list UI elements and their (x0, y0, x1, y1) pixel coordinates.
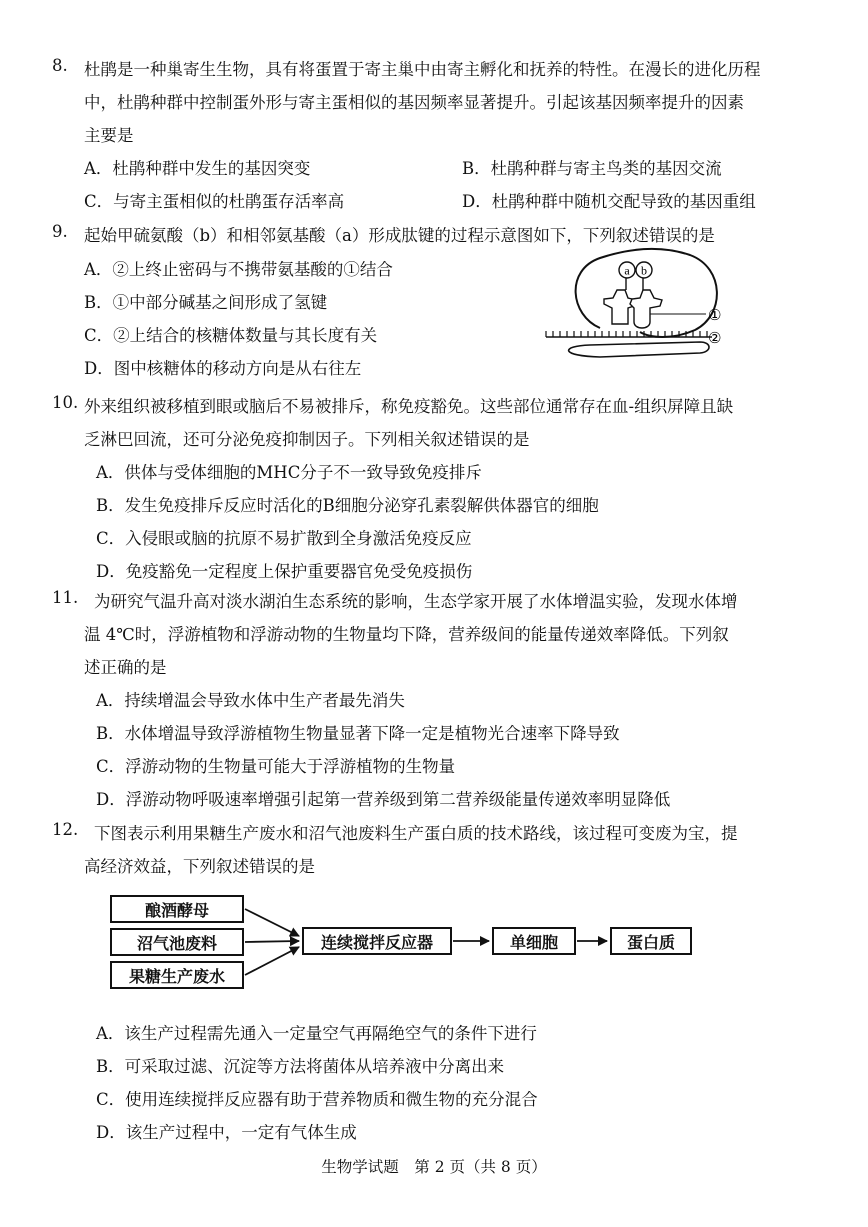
question-10-number: 10. (52, 393, 79, 412)
question-9-stem-line-1: 起始甲硫氨酸（b）和相邻氨基酸（a）形成肽键的过程示意图如下，下列叙述错误的是 (84, 226, 715, 245)
question-8-number: 8. (52, 56, 68, 75)
question-8-option-b: B．杜鹃种群与寄主鸟类的基因交流 (462, 159, 722, 178)
question-8-stem-line-2: 中，杜鹃种群中控制蛋外形与寄主蛋相似的基因频率显著提升。引起该基因频率提升的因素 (84, 93, 744, 112)
question-10-option-d: D．免疫豁免一定程度上保护重要器官免受免疫损伤 (96, 562, 473, 581)
question-12-stem-line-1: 下图表示利用果糖生产废水和沼气池废料生产蛋白质的技术路线，该过程可变废为宝，提 (94, 824, 738, 843)
question-9-option-a: A．②上终止密码与不携带氨基酸的①结合 (84, 260, 393, 279)
figure-label-1: ① (708, 306, 722, 324)
question-11-stem-line-3: 述正确的是 (84, 658, 167, 677)
flowchart-input-yeast: 酿酒酵母 (110, 895, 244, 923)
question-12-option-d: D．该生产过程中，一定有气体生成 (96, 1123, 357, 1142)
question-8-stem-line-1: 杜鹃是一种巢寄生生物，具有将蛋置于寄主巢中由寄主孵化和抚养的特性。在漫长的进化历程 (84, 60, 761, 79)
question-10-stem-line-2: 乏淋巴回流，还可分泌免疫抑制因子。下列相关叙述错误的是 (84, 430, 530, 449)
question-10-option-b: B．发生免疫排斥反应时活化的B细胞分泌穿孔素裂解供体器官的细胞 (96, 496, 599, 515)
question-8-option-a: A．杜鹃种群中发生的基因突变 (84, 159, 311, 178)
question-9-option-b: B．①中部分碱基之间形成了氢键 (84, 293, 328, 312)
question-9-number: 9. (52, 222, 68, 241)
flowchart-single-cell: 单细胞 (492, 927, 576, 955)
question-11-stem-line-2: 温 4℃时，浮游植物和浮游动物的生物量均下降，营养级间的能量传递效率降低。下列叙 (84, 625, 729, 644)
flowchart-input-biogas-waste: 沼气池废料 (110, 928, 244, 956)
question-10-stem-line-1: 外来组织被移植到眼或脑后不易被排斥，称免疫豁免。这些部位通常存在血-组织屏障且缺 (84, 397, 734, 416)
figure-label-2: ② (708, 329, 722, 347)
flowchart-protein: 蛋白质 (610, 927, 692, 955)
question-12-stem-line-2: 高经济效益，下列叙述错误的是 (84, 857, 315, 876)
amino-acid-b-label: b (641, 263, 647, 278)
question-12-option-a: A．该生产过程需先通入一定量空气再隔绝空气的条件下进行 (96, 1024, 537, 1043)
question-11-option-d: D．浮游动物呼吸速率增强引起第一营养级到第二营养级能量传递效率明显降低 (96, 790, 671, 809)
question-11-option-a: A．持续增温会导致水体中生产者最先消失 (96, 691, 405, 710)
page-footer: 生物学试题 第 2 页（共 8 页） (321, 1158, 547, 1176)
question-11-option-b: B．水体增温导致浮游植物生物量显著下降一定是植物光合速率下降导致 (96, 724, 620, 743)
question-8-option-c: C．与寄主蛋相似的杜鹃蛋存活率高 (84, 192, 345, 211)
arrow-biogas-to-reactor (245, 941, 299, 942)
question-9-option-d: D．图中核糖体的移动方向是从右往左 (84, 359, 362, 378)
question-11-number: 11. (52, 588, 79, 607)
question-12-number: 12. (52, 820, 79, 839)
flowchart-input-fructose-wastewater: 果糖生产废水 (110, 961, 244, 989)
question-11-stem-line-1: 为研究气温升高对淡水湖泊生态系统的影响，生态学家开展了水体增温实验，发现水体增 (94, 592, 738, 611)
question-12-option-b: B．可采取过滤、沉淀等方法将菌体从培养液中分离出来 (96, 1057, 505, 1076)
amino-acid-a-label: a (624, 263, 630, 278)
arrow-yeast-to-reactor (245, 909, 299, 936)
question-10-option-a: A．供体与受体细胞的MHC分子不一致导致免疫排斥 (96, 463, 482, 482)
question-8-option-d: D．杜鹃种群中随机交配导致的基因重组 (462, 192, 756, 211)
question-10-option-c: C．入侵眼或脑的抗原不易扩散到全身激活免疫反应 (96, 529, 472, 548)
flowchart-reactor: 连续搅拌反应器 (302, 927, 452, 955)
question-8-stem-line-3: 主要是 (84, 126, 134, 145)
question-11-option-c: C．浮游动物的生物量可能大于浮游植物的生物量 (96, 757, 456, 776)
question-9-option-c: C．②上结合的核糖体数量与其长度有关 (84, 326, 378, 345)
question-12-option-c: C．使用连续搅拌反应器有助于营养物质和微生物的充分混合 (96, 1090, 538, 1109)
arrow-wastewater-to-reactor (245, 947, 299, 975)
